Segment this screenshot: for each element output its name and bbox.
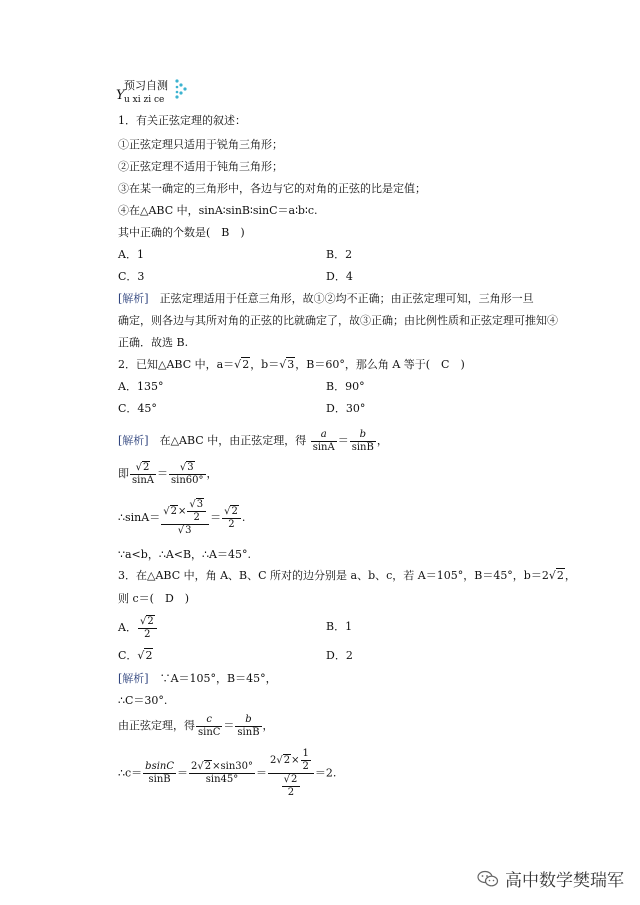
q2-analysis-line-1: [解析] 在△ABC 中，由正弦定理，得 $\frac{a}{\sin A}$ ＝ $\frac{b}{\sin B}$ ， [118, 428, 388, 453]
header-initial: Y [116, 88, 125, 103]
q2-analysis-line-2: 即 $\frac{√2}{\sin A}$ ＝ $\frac{√3}{\sin 60^\circ}$ ， [118, 461, 218, 486]
q1-option-a: A．1 [118, 248, 144, 261]
header-title: 预习自测 [124, 79, 168, 92]
watermark-text: 高中数学樊瑞军 [505, 871, 624, 891]
wechat-logo-icon [477, 870, 499, 888]
q3-analysis-line-3: 由正弦定理，得 $\frac{c}{\sin C}$ ＝ $\frac{b}{\sin B}$ ， [118, 713, 274, 738]
q1-option-c: C．3 [118, 270, 145, 283]
q2-option-d: D．30° [326, 402, 366, 415]
q2-analysis-line-4: ∵a<b，∴A<B，∴A＝45°. [118, 548, 251, 561]
q3-option-b: B．1 [326, 620, 353, 633]
q2-analysis-tag: [解析] [118, 434, 149, 447]
q1-question: 其中正确的个数是( B ) [118, 226, 245, 239]
watermark [477, 866, 624, 891]
q3-option-c: C．√2 [118, 649, 153, 662]
q3-analysis-tag: [解析] [118, 672, 149, 685]
q3-stem-2: 则 c＝( D ) [118, 592, 190, 605]
header-pinyin: u xi zi ce [124, 95, 165, 105]
q2-option-b: B．90° [326, 380, 365, 393]
q3-option-d: D．2 [326, 649, 353, 662]
q1-statement-2: ②正弦定理不适用于钝角三角形； [118, 160, 283, 173]
q1-statement-1: ①正弦定理只适用于锐角三角形； [118, 138, 283, 151]
q3-stem: 3．在△ABC 中，角 A、B、C 所对的边分别是 a、b、c，若 A＝105°，B＝45°，b＝2√2， [118, 569, 576, 582]
q3-analysis-line-4: ∴c＝ $\frac{bsinC}{\sin B}$ ＝ $\frac{2√2\times\sin 30^\circ}{\sin 45^\circ}$ ＝ 2√2× $\frac{1}{2}$ $\frac{√2}{2}$ ＝2. [118, 748, 337, 798]
q1-option-d: D．4 [326, 270, 353, 283]
q2-option-a: A．135° [118, 380, 164, 393]
q1-option-b: B．2 [326, 248, 353, 261]
q1-analysis-tag: [解析] [118, 292, 149, 305]
q1-statement-4: ④在△ABC 中，sinA∶sinB∶sinC＝a∶b∶c. [118, 204, 318, 217]
q1-analysis-line-1: 正弦定理适用于任意三角形，故①②均不正确；由正弦定理可知，三角形一旦 [148, 292, 534, 305]
q2-stem: 2．已知△ABC 中，a＝√2，b＝√3，B＝60°，那么角 A 等于( C ) [118, 358, 465, 371]
q3-analysis-line-2: ∴C＝30°. [118, 694, 168, 707]
q3-analysis-line-1: [解析] ∵A＝105°，B＝45°， [118, 672, 277, 685]
q2-option-c: C．45° [118, 402, 157, 415]
q3-option-a: A． $\frac{√2}{2}$ [118, 613, 158, 643]
q1-stem: 1．有关正弦定理的叙述： [118, 114, 246, 127]
q1-statement-3: ③在某一确定的三角形中，各边与它的对角的正弦的比是定值； [118, 182, 426, 195]
q2-analysis-line-3: ∴sinA＝ √2× $\frac{√3}{2}$ √3 ＝ $\frac{√2}{2}$ . [118, 499, 246, 536]
q1-analysis-line-3: 正确．故选 B. [118, 336, 189, 349]
q1-analysis-line-2: 确定，则各边与其所对角的正弦的比就确定了，故③正确；由比例性质和正弦定理可推知④ [118, 314, 558, 327]
chevron-arrow-icon [175, 79, 186, 98]
